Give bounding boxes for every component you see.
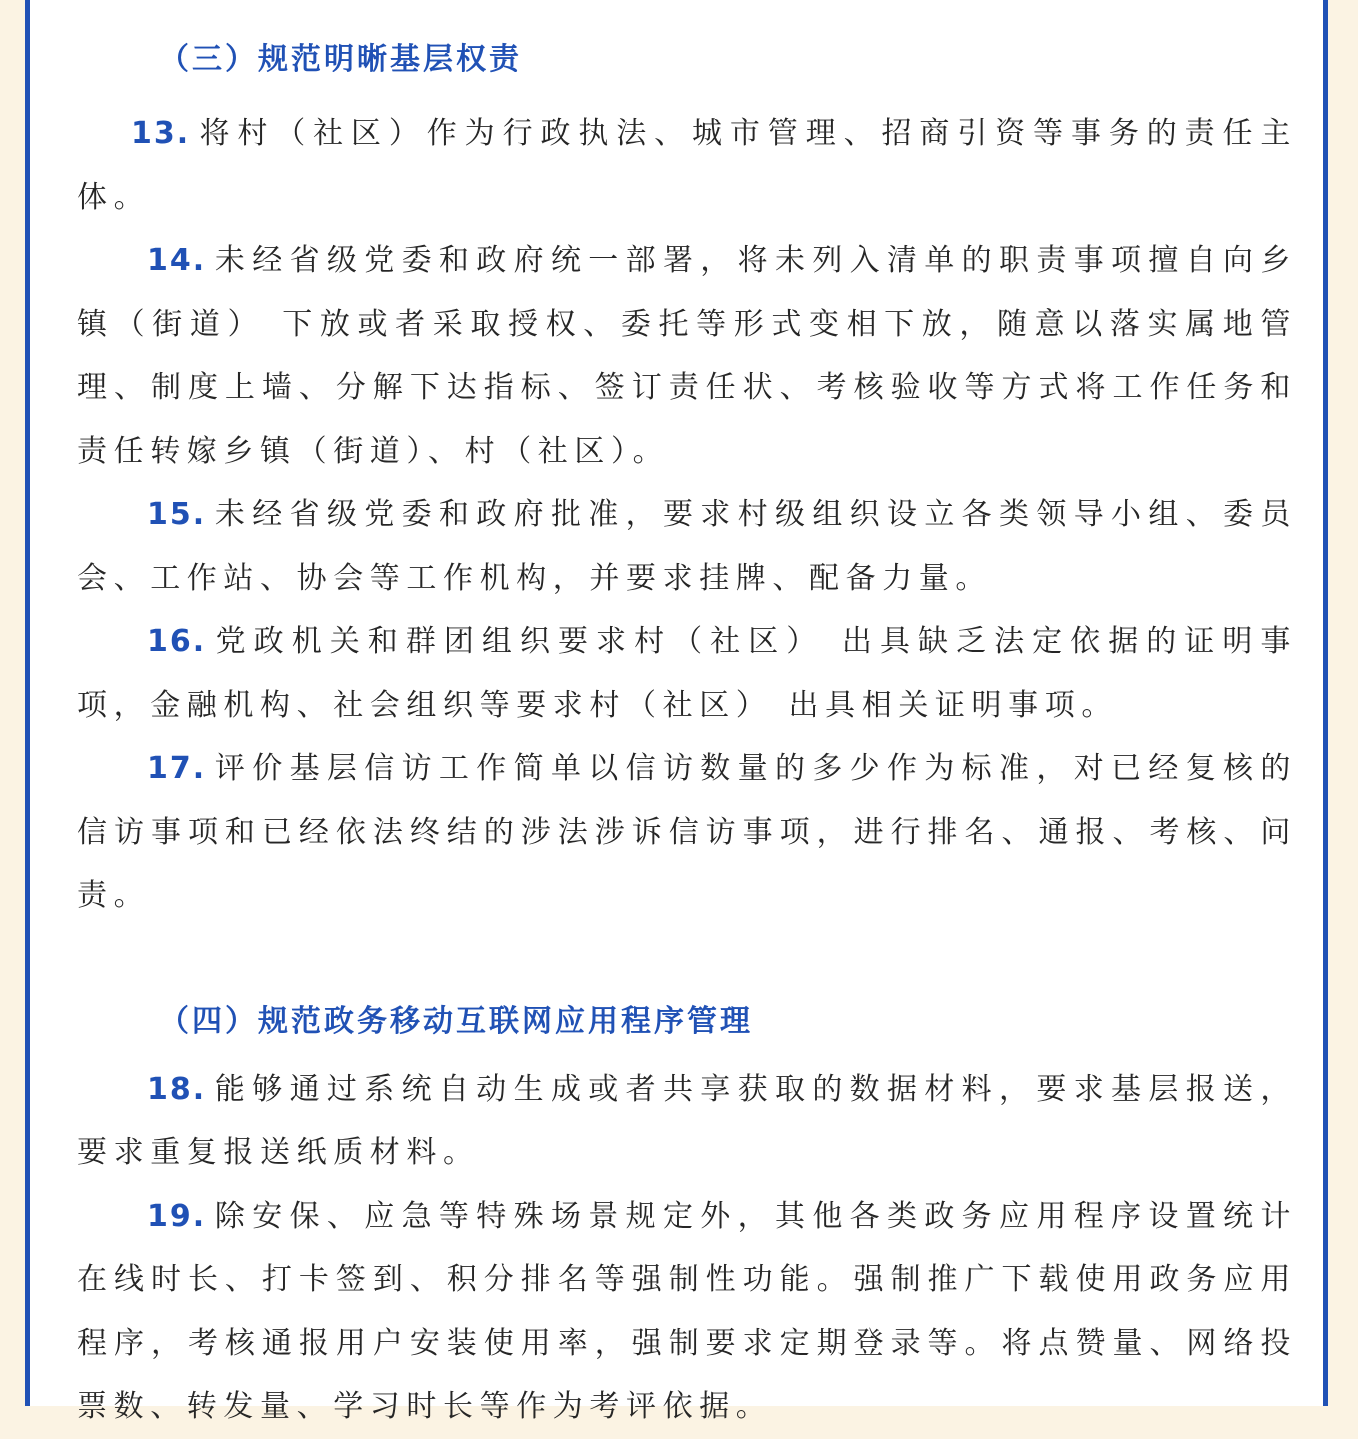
item-number: 16. <box>147 624 207 659</box>
section-heading-4: （四）规范政务移动互联网应用程序管理 <box>159 1003 753 1039</box>
item-text: 党政机关和群团组织要求村（社区） 出具缺乏法定依据的证明事项，金融机构、社会组织等要求村（社区） 出具相关证明事项。 <box>77 624 1297 723</box>
item-number: 18. <box>147 1071 207 1107</box>
item-number: 15. <box>147 497 207 532</box>
item-number: 17. <box>147 751 207 786</box>
list-item-14 <box>77 229 1297 483</box>
article-content <box>77 36 1297 1439</box>
item-text: 未经省级党委和政府统一部署，将未列入清单的职责事项擅自向乡镇（街道） 下放或者采取授权、委托等形式变相下放，随意以落实属地管理、制度上墙、分解下达指标、签订责任状、考核验收等方式将工作任务和责任转嫁乡镇（街道）、村（社区）。 <box>77 243 1297 469</box>
item-text: 除安保、应急等特殊场景规定外，其他各类政务应用程序设置统计在线时长、打卡签到、积分排名等强制性功能。强制推广下载使用政务应用程序，考核通报用户安装使用率，强制要求定期登录等。将点赞量、网络投票数、转发量、学习时长等作为考评依据。 <box>77 1198 1297 1424</box>
item-text: 能够通过系统自动生成或者共享获取的数据材料，要求基层报送，要求重复报送纸质材料。 <box>77 1071 1297 1170</box>
list-item-18 <box>77 1058 1297 1185</box>
item-number: 13. <box>131 116 191 151</box>
section-spacer <box>77 928 1297 998</box>
list-item-17 <box>77 737 1297 928</box>
item-number: 14. <box>147 243 207 278</box>
item-number: 19. <box>147 1198 207 1234</box>
list-item-13 <box>77 102 1297 229</box>
article-frame <box>25 0 1328 1424</box>
list-item-15 <box>77 483 1297 610</box>
item-text: 评价基层信访工作简单以信访数量的多少作为标准，对已经复核的信访事项和已经依法终结的涉法涉诉信访事项，进行排名、通报、考核、问责。 <box>77 751 1297 913</box>
item-text: 未经省级党委和政府批准，要求村级组织设立各类领导小组、委员会、工作站、协会等工作机构，并要求挂牌、配备力量。 <box>77 497 1297 596</box>
item-text: 将村（社区）作为行政执法、城市管理、招商引资等事务的责任主体。 <box>77 116 1297 215</box>
list-item-19 <box>77 1185 1297 1439</box>
list-item-16 <box>77 610 1297 737</box>
section-heading-3: （三）规范明晰基层权责 <box>159 42 522 77</box>
